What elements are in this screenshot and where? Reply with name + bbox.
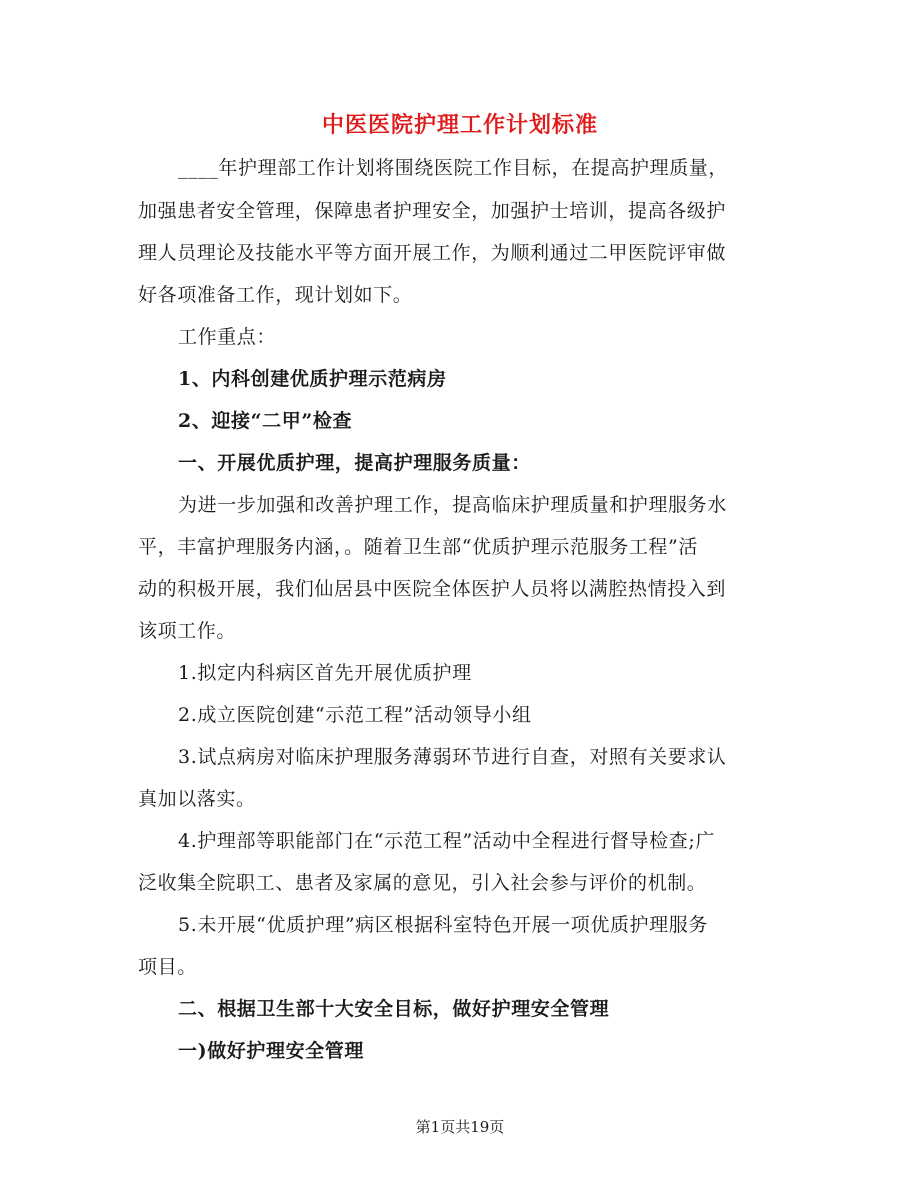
list-item: 4.护理部等职能部门在“示范工程”活动中全程进行督导检查;广 [178,830,715,852]
page-number-footer: 第1页共19页 [415,1118,505,1136]
key-point-item: 1、内科创建优质护理示范病房 [178,368,447,390]
section-heading: 一、开展优质护理，提高护理服务质量： [178,452,531,474]
list-item: 5.未开展“优质护理”病区根据科室特色开展一项优质护理服务 [178,914,708,936]
list-item: 3.试点病房对临床护理服务薄弱环节进行自查，对照有关要求认 [178,746,727,768]
paragraph-line: 加强患者安全管理，保障患者护理安全，加强护士培训，提高各级护 [138,200,727,222]
section-heading: 二、根据卫生部十大安全目标，做好护理安全管理 [178,998,610,1020]
key-point-item: 2、迎接“二甲”检查 [178,410,353,432]
paragraph-line: 理人员理论及技能水平等方面开展工作，为顺利通过二甲医院评审做 [138,242,727,264]
section-label: 工作重点： [178,326,277,348]
list-item: 2.成立医院创建“示范工程”活动领导小组 [178,704,532,726]
paragraph-line: ____年护理部工作计划将围绕医院工作目标，在提高护理质量， [178,157,729,179]
list-item: 1.拟定内科病区首先开展优质护理 [178,662,472,684]
paragraph-line: 好各项准备工作，现计划如下。 [138,284,413,306]
list-item-continuation: 项目。 [138,956,197,978]
list-item-continuation: 泛收集全院职工、患者及家属的意见，引入社会参与评价的机制。 [138,872,707,894]
document-title: 中医医院护理工作计划标准 [321,112,598,138]
paragraph-line: 该项工作。 [138,620,237,642]
paragraph-line: 为进一步加强和改善护理工作，提高临床护理质量和护理服务水 [178,494,727,516]
subsection-heading: 一)做好护理安全管理 [178,1040,364,1062]
paragraph-line: 动的积极开展，我们仙居县中医院全体医护人员将以满腔热情投入到 [138,578,727,600]
list-item-continuation: 真加以落实。 [138,788,256,810]
paragraph-line: 平，丰富护理服务内涵，。随着卫生部“优质护理示范服务工程”活 [138,536,698,558]
